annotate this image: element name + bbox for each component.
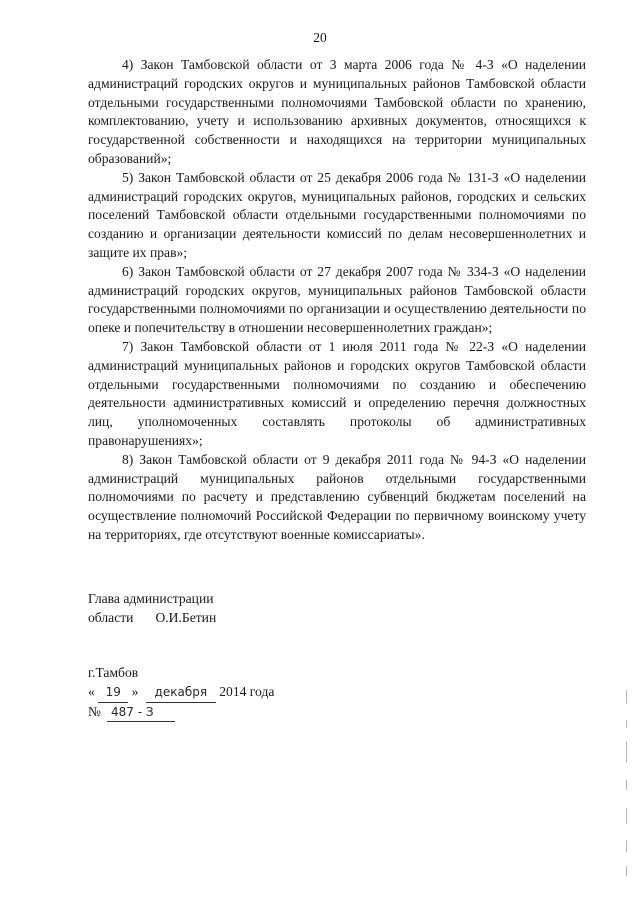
scan-margin-marks (626, 690, 632, 880)
law-item-4: 4) Закон Тамбовской области от 3 марта 2006 года № 4-З «О наделении администраций городских округов и муниципальных районов Тамбовской области отдельными государственными полномочиями Тамбовской области по хранению, комплектованию, учету и использованию архивных документов, относящихся к государственной собственности и находящихся на территории муниципальных образований»; (88, 57, 586, 166)
law-item-6: 6) Закон Тамбовской области от 27 декабря 2007 года № 334-З «О наделении администраций городских округов, муниципальных районов Тамбовской области государственными полномочиями по организации и осуществлению деятельности по опеке и попечительству в отношении несовершеннолетних граждан»; (88, 263, 586, 336)
law-item-7: 7) Закон Тамбовской области от 1 июля 2011 года № 22-З «О наделении администраций муниципальных районов и городских округов Тамбовской области отдельными государственными полномочиями по созданию и обеспечению деятельности административных комиссий и определению перечня должностных лиц, уполномоченных составлять протоколы об административных правонарушениях»; (88, 338, 586, 448)
signatory-position-region: области (88, 609, 134, 625)
document-body (88, 56, 586, 545)
date-day-handwritten: 19 (98, 683, 128, 703)
number-sign: № (88, 703, 101, 719)
date-month-handwritten: декабря (146, 683, 216, 703)
document-number-handwritten: 487 - З (107, 703, 175, 723)
law-item-5: 5) Закон Тамбовской области от 25 декабря 2006 года № 131-З «О наделении администраций городских округов, муниципальных районов, городских и сельских поселений Тамбовской области отдельными государственными полномочиями по созданию и организации деятельности комиссий по делам несовершеннолетних и защите их прав»; (88, 169, 586, 260)
signature-block (88, 590, 216, 628)
date-quote-open: « (88, 683, 95, 699)
signatory-position-line2 (88, 609, 216, 628)
page-number: 20 (313, 30, 327, 45)
document-number (88, 703, 274, 723)
law-item-8: 8) Закон Тамбовской области от 9 декабря 2011 года № 94-З «О наделении администраций муниципальных районов отдельными государственными полномочиями по расчету и представлению субвенций бюджетам поселений на осуществление полномочий Российской Федерации по первичному воинскому учету на территориях, где отсутствуют военные комиссариаты». (88, 451, 586, 542)
signatory-name: О.И.Бетин (155, 609, 217, 625)
issue-city: г.Тамбов (88, 665, 139, 680)
document-footer (88, 664, 274, 722)
date-quote-close: » (131, 683, 139, 699)
issue-date (88, 683, 274, 703)
date-year: 2014 года (219, 683, 275, 699)
signatory-position-line1: Глава администрации (88, 591, 214, 606)
